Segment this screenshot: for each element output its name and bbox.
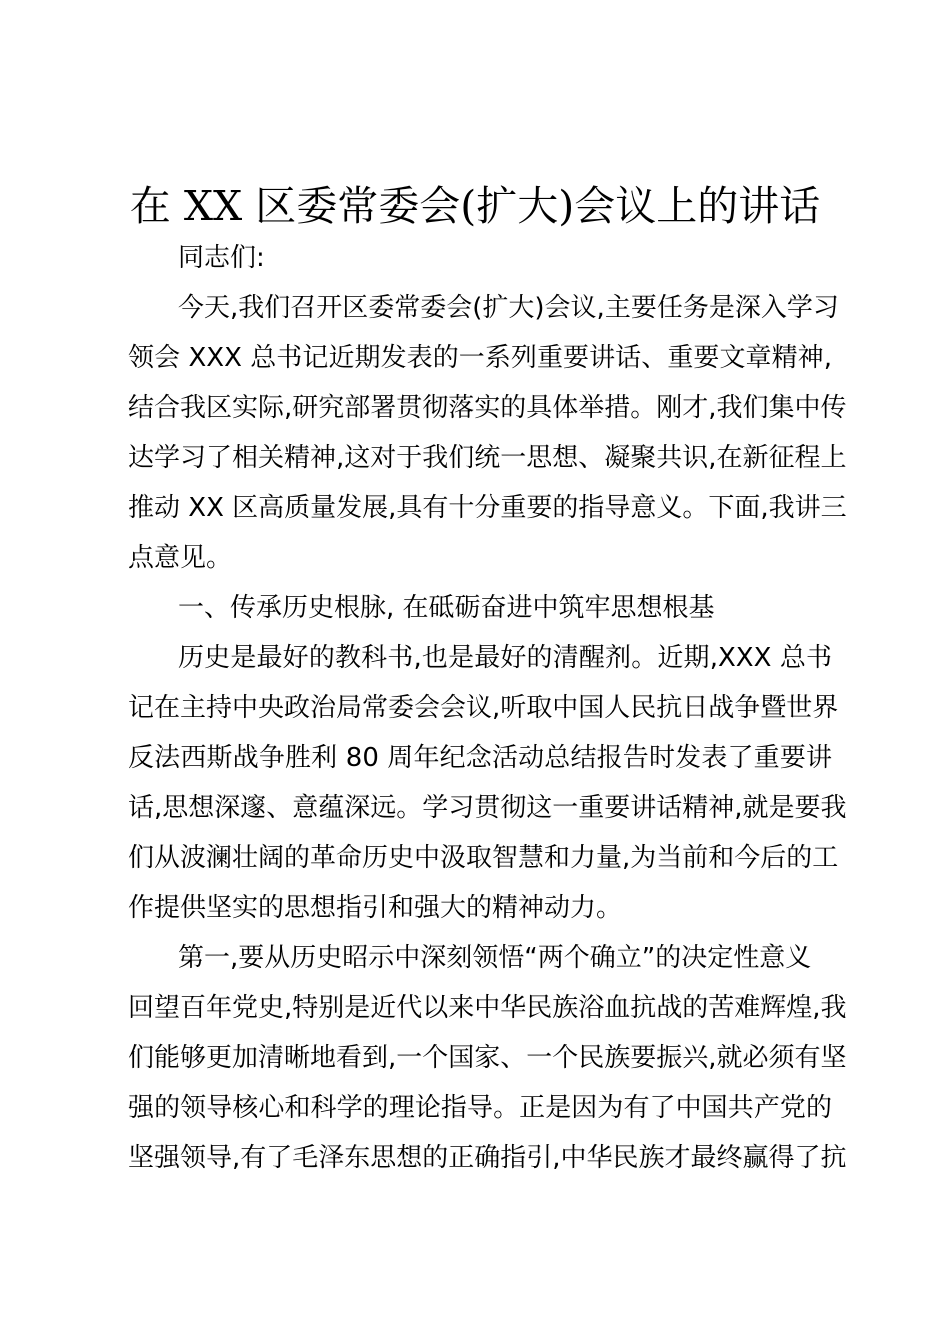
subsection-heading: 第一,要从历史昭示中深刻领悟“两个确立”的决定性意义	[178, 943, 812, 973]
paragraph-line: 记在主持中央政治局常委会会议,听取中国人民抗日战争暨世界	[128, 693, 839, 723]
paragraph-line: 历史是最好的教科书,也是最好的清醒剂。近期,XXX 总书	[178, 643, 832, 673]
paragraph-line: 们从波澜壮阔的革命历史中汲取智慧和力量,为当前和今后的工	[128, 843, 839, 873]
paragraph-line: 今天,我们召开区委常委会(扩大)会议,主要任务是深入学习	[178, 293, 839, 323]
paragraph-line: 话,思想深邃、意蕴深远。学习贯彻这一重要讲话精神,就是要我	[128, 793, 847, 823]
paragraph-line: 回望百年党史,特别是近代以来中华民族浴血抗战的苦难辉煌,我	[128, 993, 847, 1023]
section-heading: 一、传承历史根脉, 在砥砺奋进中筑牢思想根基	[178, 593, 715, 623]
paragraph-line: 们能够更加清晰地看到,一个国家、一个民族要振兴,就必须有坚	[128, 1043, 847, 1073]
paragraph-line: 反法西斯战争胜利 80 周年纪念活动总结报告时发表了重要讲	[128, 743, 832, 773]
paragraph-line: 达学习了相关精神,这对于我们统一思想、凝聚共识,在新征程上	[128, 443, 847, 473]
paragraph-line: 坚强领导,有了毛泽东思想的正确指引,中华民族才最终赢得了抗	[128, 1143, 847, 1173]
paragraph-line: 领会 XXX 总书记近期发表的一系列重要讲话、重要文章精神,	[128, 343, 832, 373]
paragraph-line: 推动 XX 区高质量发展,具有十分重要的指导意义。下面,我讲三	[128, 493, 847, 523]
paragraph-line: 作提供坚实的思想指引和强大的精神动力。	[128, 893, 623, 923]
paragraph-line: 点意见。	[128, 543, 233, 573]
paragraph-line: 结合我区实际,研究部署贯彻落实的具体举措。刚才,我们集中传	[128, 393, 847, 423]
page-title: 在 XX 区委常委会(扩大)会议上的讲话	[129, 182, 821, 230]
paragraph-line: 强的领导核心和科学的理论指导。正是因为有了中国共产党的	[128, 1093, 832, 1123]
salutation: 同志们:	[178, 243, 265, 273]
